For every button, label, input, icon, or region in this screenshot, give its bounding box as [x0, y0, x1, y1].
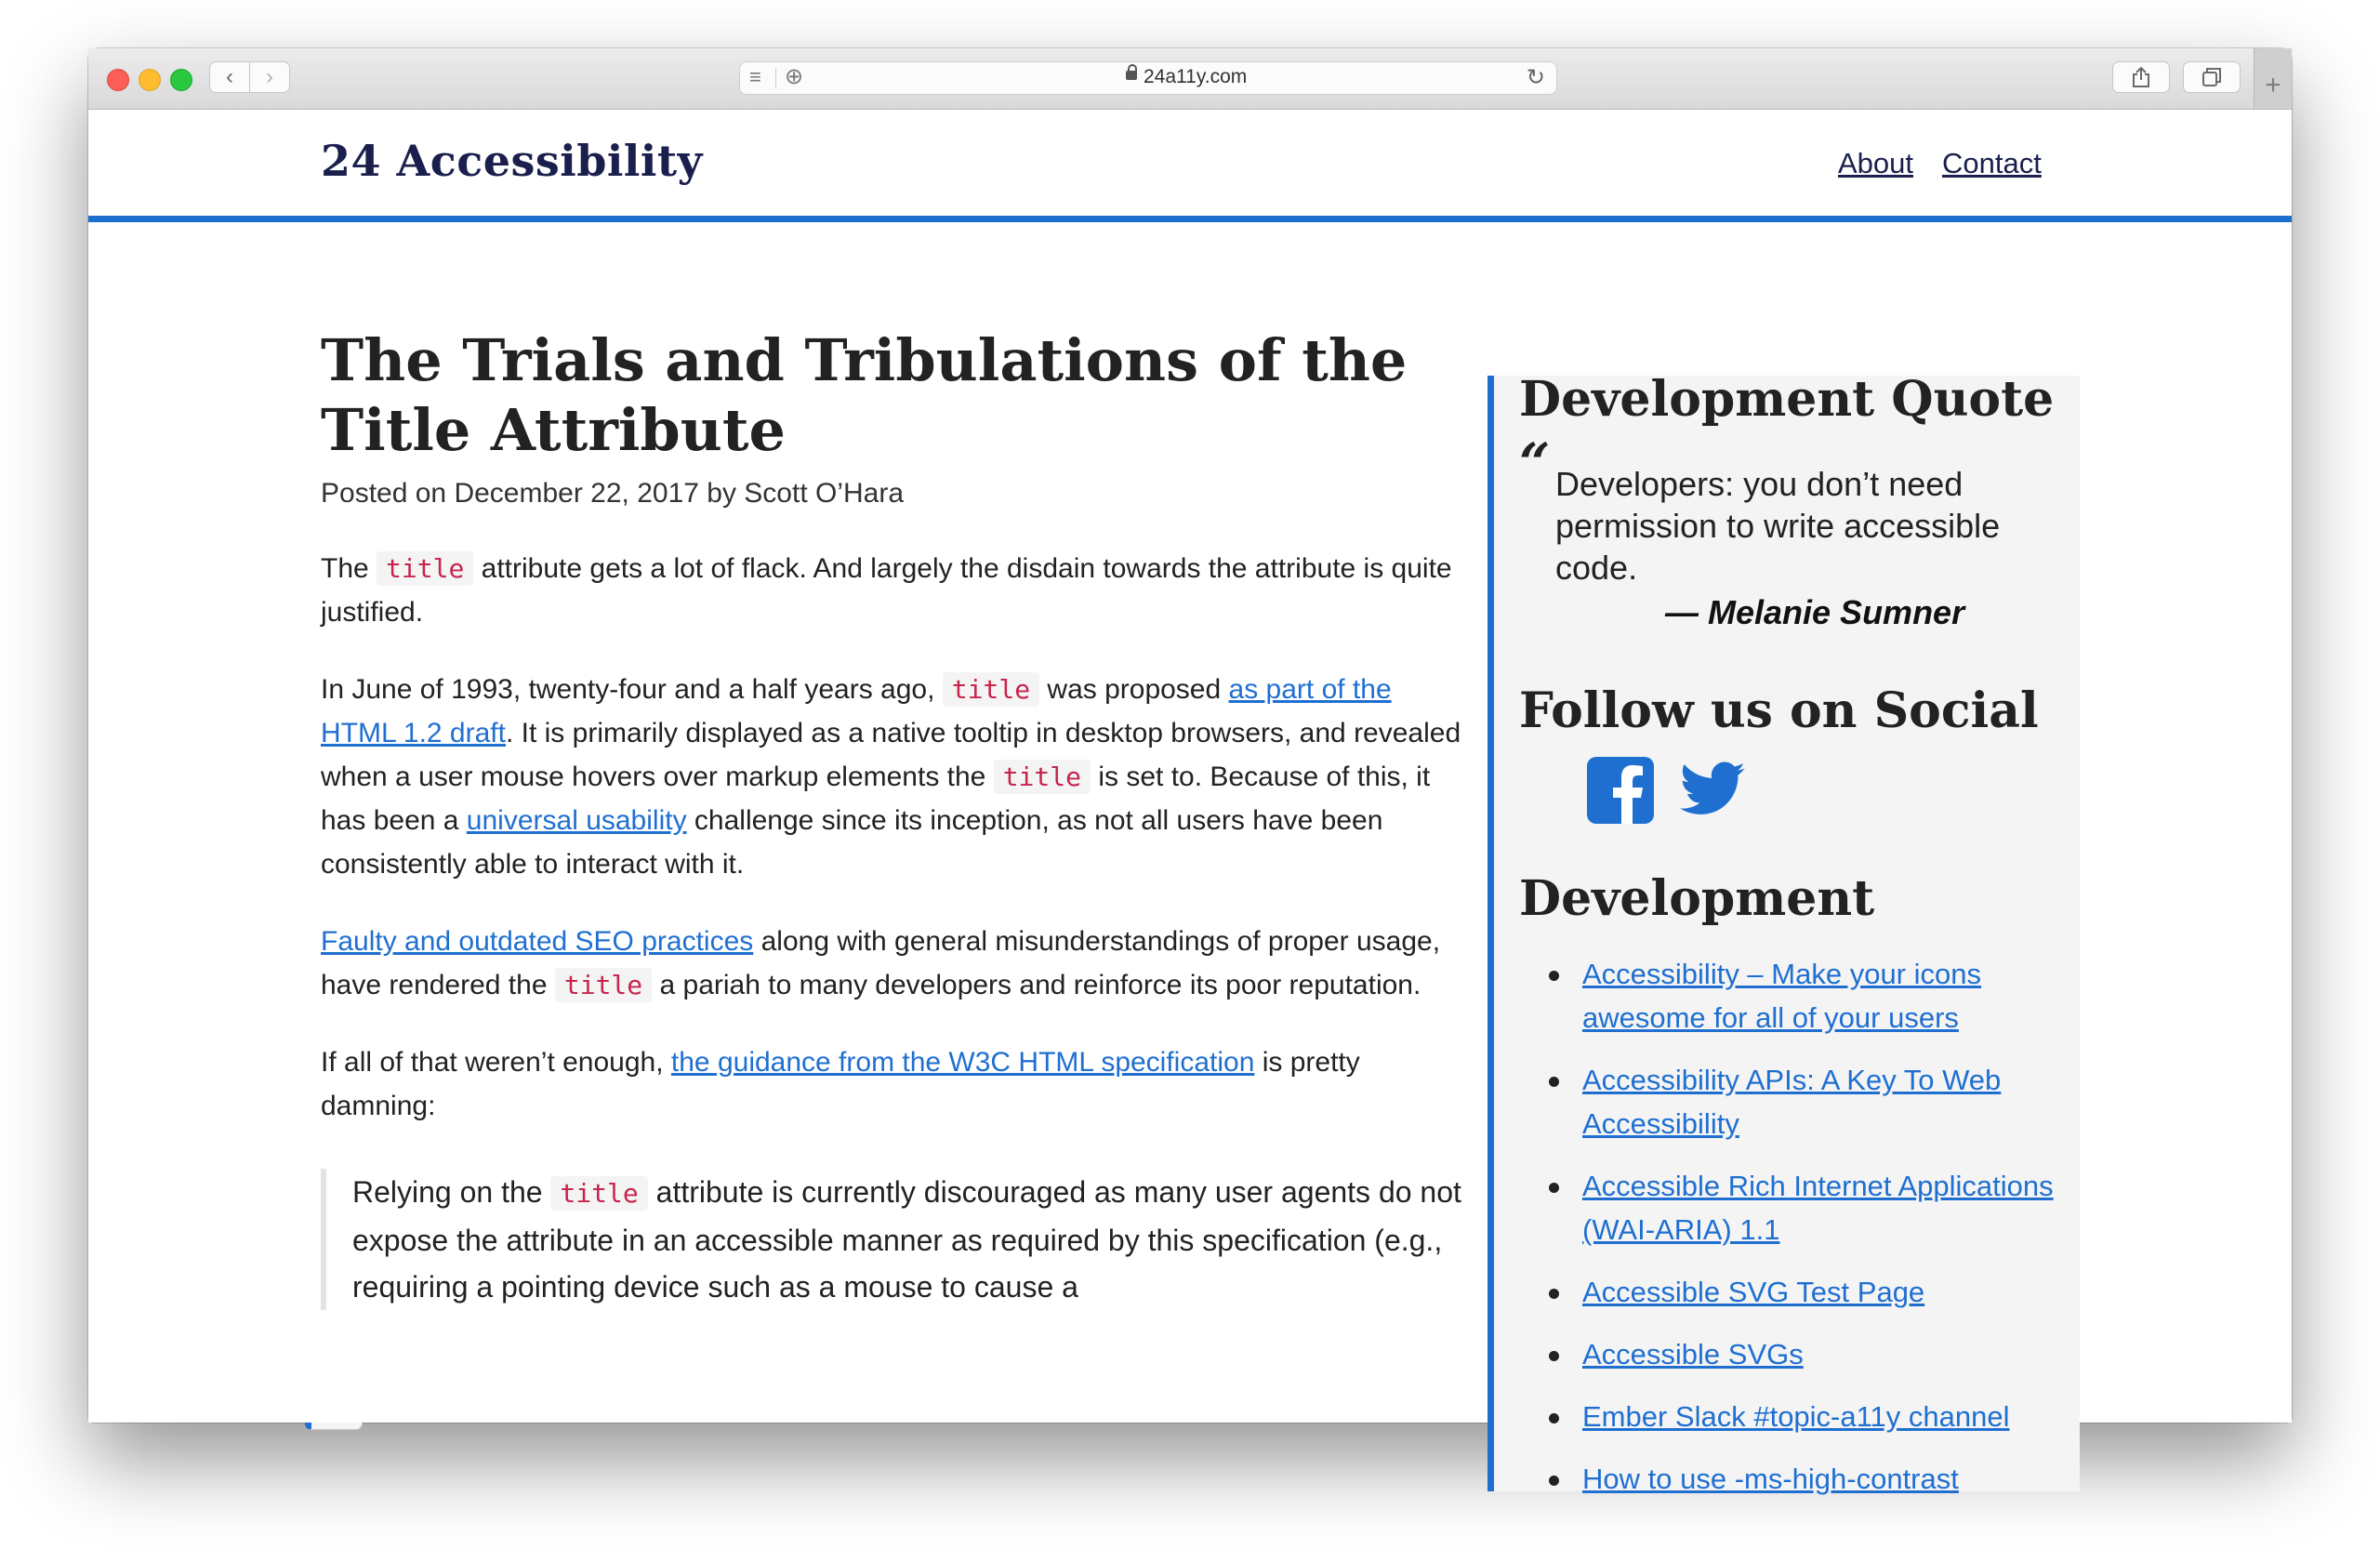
list-item	[1519, 1058, 2068, 1145]
paragraph-4	[321, 1040, 1474, 1128]
article-title-line-1: The Trials and Tribulations of the	[321, 326, 1408, 394]
development-heading: Development	[1519, 870, 1875, 927]
new-tab-button[interactable]: +	[2254, 48, 2292, 109]
zoom-window-button[interactable]	[170, 69, 192, 91]
address-bar[interactable]	[739, 61, 1557, 95]
code-title: title	[555, 968, 652, 1002]
development-link-list	[1519, 952, 2068, 1519]
text-run: attribute is currently discouraged as many user agents do not expose the attribute in an accessible manner as required by this specification (e.g., requiring a pointing device such as a mouse to cause a	[352, 1175, 1461, 1304]
tabs-overview-icon	[2202, 67, 2222, 87]
show-tabs-button[interactable]	[2183, 61, 2241, 93]
article-title-line-2: Title Attribute	[321, 396, 786, 464]
browser-window	[88, 48, 2292, 1495]
list-item	[1519, 1332, 2068, 1376]
development-link[interactable]: Accessible Rich Internet Applications (WAI-ARIA) 1.1	[1582, 1170, 2054, 1246]
html-1-2-draft-link[interactable]: as part of the HTML 1.2 draft	[321, 674, 1392, 748]
sidebar	[1488, 371, 2080, 1495]
code-title: title	[550, 1176, 647, 1211]
follow-social-heading: Follow us on Social	[1519, 682, 2039, 739]
reader-view-icon[interactable]: ≡	[749, 65, 761, 88]
forward-button[interactable]	[249, 61, 290, 93]
byline-author: Scott O’Hara	[744, 478, 905, 509]
development-link[interactable]: Ember Slack #topic-a11y channel	[1582, 1400, 2010, 1433]
browser-toolbar	[88, 48, 2292, 110]
byline	[321, 478, 1474, 510]
url-host: 24a11y.com	[1144, 66, 1248, 87]
list-item	[1519, 1457, 2068, 1501]
code-title: title	[377, 551, 473, 586]
chevron-right-icon: ›	[266, 64, 273, 89]
text-run: was proposed	[1039, 674, 1229, 705]
text-run: Relying on the	[352, 1175, 551, 1209]
list-item	[1519, 1395, 2068, 1438]
seo-practices-link[interactable]: Faulty and outdated SEO practices	[321, 926, 754, 957]
development-quote-heading: Development Quote	[1519, 371, 2055, 428]
reload-icon[interactable]: ↻	[1526, 65, 1545, 90]
share-button[interactable]	[2112, 61, 2170, 93]
code-title: title	[943, 672, 1039, 707]
back-button[interactable]	[209, 61, 250, 93]
twitter-link[interactable]	[1678, 761, 1747, 820]
w3c-guidance-link[interactable]: the guidance from the W3C HTML specification	[670, 1047, 1255, 1078]
list-item	[1519, 1164, 2068, 1251]
quote-author: — Melanie Sumner	[1665, 593, 1965, 631]
universal-usability-link[interactable]: universal usability	[466, 805, 687, 836]
text-run: . It is primarily displayed as a native tooltip in desktop browsers, and revealed when a user mouse hovers over markup elements the	[321, 718, 1461, 792]
site-header	[88, 110, 2292, 222]
text-run: is set to. Because of this, it has been a	[321, 761, 1431, 836]
minimize-window-button[interactable]	[139, 69, 161, 91]
text-run: attribute gets a lot of flack. And largely the disdain towards the attribute is quite justified.	[321, 553, 1452, 628]
spec-blockquote	[321, 1169, 1474, 1310]
close-window-button[interactable]	[107, 69, 129, 91]
text-run: If all of that weren’t enough,	[321, 1047, 671, 1078]
site-title[interactable]: 24 Accessibility	[321, 136, 703, 186]
article-title	[321, 325, 1474, 465]
paragraph-1	[321, 547, 1474, 634]
share-icon	[2132, 66, 2150, 88]
lock-icon	[1126, 71, 1137, 80]
paragraph-3	[321, 920, 1474, 1007]
byline-date: December 22, 2017	[454, 478, 699, 509]
text-run: is pretty damning:	[321, 1047, 1360, 1121]
add-bookmark-icon[interactable]: ⊕	[785, 64, 804, 89]
facebook-link[interactable]	[1587, 757, 1654, 824]
facebook-icon	[1587, 757, 1654, 824]
article	[321, 325, 1474, 1310]
text-run: challenge since its inception, as not all users have been consistently able to interact with it.	[321, 805, 1383, 880]
development-link[interactable]: Accessible SVG Test Page	[1582, 1276, 1925, 1308]
text-run: a pariah to many developers and reinforce its poor reputation.	[652, 970, 1421, 1000]
text-run: In June of 1993, twenty-four and a half years ago,	[321, 674, 943, 705]
development-link[interactable]: How to use -ms-high-contrast	[1582, 1463, 1959, 1495]
byline-by: by	[698, 478, 745, 509]
byline-prefix: Posted on	[321, 478, 455, 509]
list-item	[1519, 952, 2068, 1039]
chevron-left-icon: ‹	[226, 64, 233, 89]
web-page	[88, 110, 2292, 1495]
code-title: title	[994, 760, 1091, 794]
nav-contact-link[interactable]: Contact	[1942, 147, 2042, 179]
list-item	[1519, 1270, 2068, 1314]
development-link[interactable]: Accessible SVGs	[1582, 1338, 1804, 1370]
twitter-icon	[1678, 761, 1747, 820]
development-link[interactable]: Accessibility APIs: A Key To Web Accessibility	[1582, 1064, 2002, 1140]
nav-about-link[interactable]: About	[1838, 147, 1914, 179]
address-bar-divider	[775, 68, 776, 88]
text-run: along with general misunderstandings of proper usage, have rendered the	[321, 926, 1441, 1000]
text-run: The	[321, 553, 377, 584]
paragraph-2	[321, 668, 1474, 886]
quote-text: Developers: you don’t need permission to write accessible code.	[1555, 465, 2001, 587]
development-link[interactable]: Accessibility – Make your icons awesome for all of your users	[1582, 958, 1981, 1034]
quote-mark: “	[1519, 431, 1551, 495]
